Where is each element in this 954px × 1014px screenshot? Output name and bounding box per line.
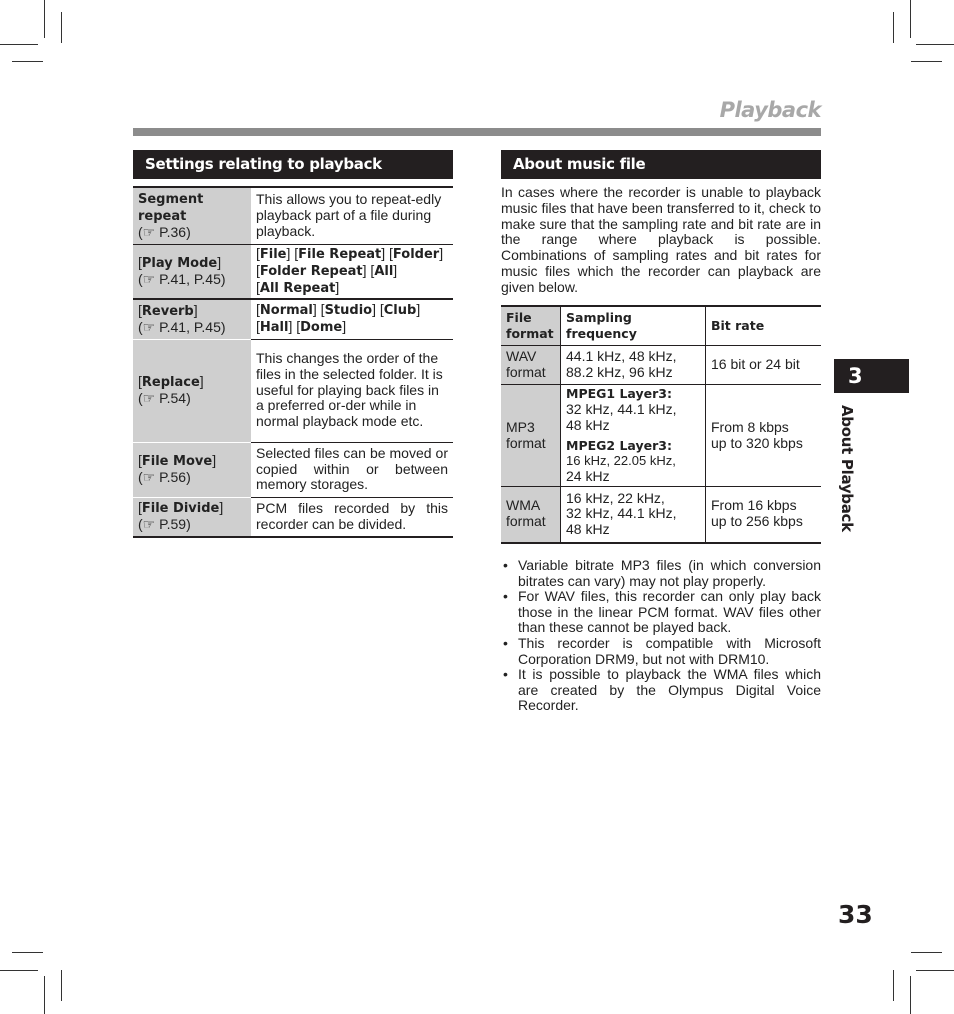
crop-mark <box>893 970 894 1001</box>
table-row <box>133 187 453 244</box>
crop-mark <box>12 952 43 953</box>
option-label: Dome <box>300 320 343 336</box>
settings-section-title: Settings relating to playback <box>133 150 453 179</box>
table-row <box>133 244 453 299</box>
crop-mark <box>44 976 45 1014</box>
row-value: This allows you to repeat-edly playback part of a file during playback. <box>251 187 453 244</box>
header-bit-rate: Bit rate <box>706 306 822 346</box>
bitrate-cell: 16 bit or 24 bit <box>706 346 822 385</box>
row-key: [Reverb] (☞ P.41, P.45) <box>133 299 251 339</box>
table-row <box>133 442 453 497</box>
row-key-label: Replace <box>141 375 200 391</box>
row-key-label: File Move <box>141 454 213 470</box>
row-key: [File Move] (☞ P.56) <box>133 442 251 497</box>
row-key: [Play Mode] (☞ P.41, P.45) <box>133 244 251 299</box>
list-item: • Variable bitrate MP3 files (in which conversion bitrates can vary) may not play properly. <box>501 558 821 589</box>
page-reference: (☞ P.41, P.45) <box>138 318 226 335</box>
option-label: File <box>259 247 287 263</box>
option-label: Club <box>383 303 417 319</box>
option-label: Folder <box>392 247 440 263</box>
chapter-label: About Playback <box>838 405 856 532</box>
row-key-label: repeat <box>138 208 187 224</box>
page-reference: (☞ P.59) <box>138 516 191 533</box>
option-label: Hall <box>259 320 289 336</box>
crop-mark <box>0 44 38 45</box>
row-key: [File Divide] (☞ P.59) <box>133 497 251 537</box>
row-key-label: Reverb <box>141 303 194 319</box>
row-value: [File] [File Repeat] [Folder] [Folder Repeat] [All] [All Repeat] <box>251 244 453 299</box>
crop-mark <box>893 12 894 43</box>
row-value: PCM files recorded by this recorder can be divided. <box>251 497 453 537</box>
page-reference: (☞ P.56) <box>138 469 191 485</box>
bitrate-cell: From 8 kbps up to 320 kbps <box>706 385 822 487</box>
page-number: 33 <box>838 900 873 929</box>
option-label: File Repeat <box>298 247 382 263</box>
frequency-cell: 16 kHz, 22 kHz, 32 kHz, 44.1 kHz, 48 kHz <box>561 487 706 543</box>
music-format-table <box>501 305 821 544</box>
notes-list <box>501 558 821 714</box>
row-key-label: Play Mode <box>141 255 218 271</box>
row-key-label: File Divide <box>141 501 220 517</box>
option-label: Folder Repeat <box>259 263 363 279</box>
row-key-label: Segment <box>138 192 204 208</box>
frequency-cell: 44.1 kHz, 48 kHz, 88.2 kHz, 96 kHz <box>561 346 706 385</box>
header-rule <box>133 128 821 136</box>
crop-mark <box>910 976 911 1014</box>
header-sampling-frequency: Sampling frequency <box>561 306 706 346</box>
row-key <box>133 187 251 244</box>
crop-mark <box>911 952 942 953</box>
option-label: All Repeat <box>259 280 336 296</box>
table-row <box>501 487 821 543</box>
crop-mark <box>0 970 38 971</box>
row-value: This changes the order of the files in the selected folder. It is useful for playing back files in a preferred or-der while in normal playback mode etc. <box>251 339 453 442</box>
crop-mark <box>911 61 942 62</box>
mpeg-label: MPEG1 Layer3: <box>566 386 672 402</box>
table-row <box>133 299 453 339</box>
table-row <box>133 497 453 537</box>
frequency-cell: MPEG1 Layer3: 32 kHz, 44.1 kHz, 48 kHz MPEG2 Layer3: 16 kHz, 22.05 kHz, 24 kHz <box>561 385 706 487</box>
page-reference: (☞ P.41, P.45) <box>138 270 226 287</box>
option-label: All <box>374 263 394 279</box>
table-row <box>501 385 821 487</box>
settings-table <box>133 186 453 538</box>
crop-mark <box>61 970 62 1001</box>
page-reference: (☞ P.36) <box>138 223 191 240</box>
format-cell: WAV format <box>501 346 561 385</box>
bitrate-cell: From 16 kbps up to 256 kbps <box>706 487 822 543</box>
option-label: Studio <box>324 303 373 319</box>
table-row <box>501 346 821 385</box>
list-item: • This recorder is compatible with Microsoft Corporation DRM9, but not with DRM10. <box>501 636 821 667</box>
chapter-number: 3 <box>848 364 863 388</box>
list-item: • For WAV files, this recorder can only play back those in the linear PCM format. WAV files other than these cannot be played back. <box>501 589 821 636</box>
crop-mark <box>916 970 954 971</box>
crop-mark <box>910 0 911 38</box>
page-reference: (☞ P.54) <box>138 390 191 406</box>
intro-paragraph: In cases where the recorder is unable to playback music files that have been transferred to it, check to make sure that the sampling rate and bit rate are in the range where playback is possible. Combinations of sampling rates and bit rates for music files which the recorder can playback are given below. <box>501 184 821 295</box>
mpeg-label: MPEG2 Layer3: <box>566 437 672 453</box>
table-row <box>133 339 453 442</box>
format-cell: MP3 format <box>501 385 561 487</box>
chapter-tab <box>833 358 910 394</box>
list-item: • It is possible to playback the WMA files which are created by the Olympus Digital Voice Recorder. <box>501 667 821 714</box>
row-key: [Replace] (☞ P.54) <box>133 339 251 442</box>
row-value: [Normal] [Studio] [Club] [Hall] [Dome] <box>251 299 453 339</box>
page-header-title: Playback <box>719 98 821 122</box>
row-value: Selected files can be moved or copied within or between memory storages. <box>251 442 453 497</box>
format-cell: WMA format <box>501 487 561 543</box>
crop-mark <box>61 12 62 43</box>
crop-mark <box>44 0 45 38</box>
option-label: Normal <box>259 303 313 319</box>
table-header-row <box>501 306 821 346</box>
header-file-format: File format <box>501 306 561 346</box>
crop-mark <box>916 44 954 45</box>
crop-mark <box>12 61 43 62</box>
music-section-title: About music file <box>501 150 821 179</box>
